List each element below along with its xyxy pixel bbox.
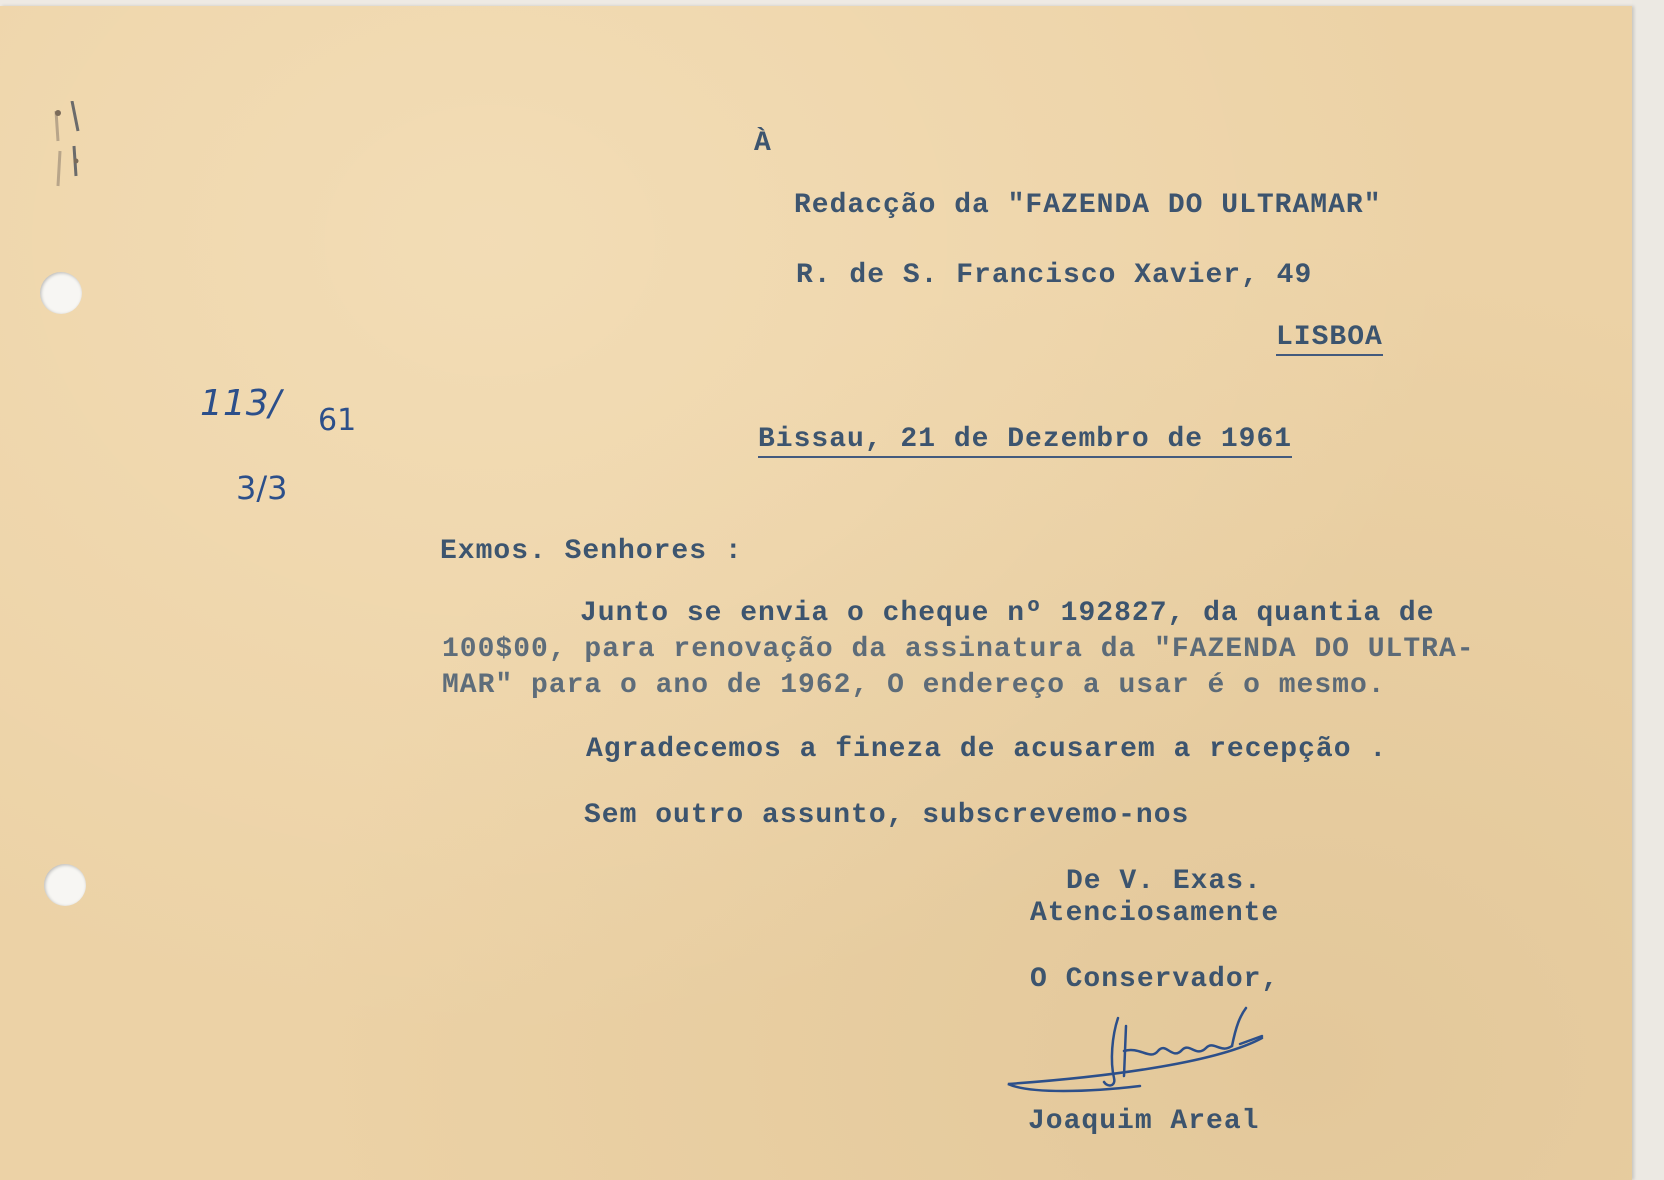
handwritten-signature-icon <box>1000 1006 1320 1116</box>
thanks-line: Agradecemos a fineza de acusarem a recepção . <box>586 734 1388 765</box>
body-line-1: Junto se envia o cheque nº 192827, da quantia de <box>580 598 1435 629</box>
letter-sheet <box>0 6 1632 1180</box>
page-indicator: 3/3 <box>236 469 288 507</box>
sign-off-1: De V. Exas. <box>1066 866 1262 897</box>
punch-hole-bottom <box>44 864 86 906</box>
signer-title: O Conservador, <box>1030 964 1280 995</box>
body-line-3: MAR" para o ano de 1962, O endereço a usar é o mesmo. <box>442 670 1386 701</box>
reference-number: 113/ <box>200 383 281 424</box>
sign-off-2: Atenciosamente <box>1030 898 1280 929</box>
date-line: Bissau, 21 de Dezembro de 1961 <box>758 426 1292 458</box>
greeting: Exmos. Senhores : <box>440 536 743 567</box>
closing-line: Sem outro assunto, subscrevemo-nos <box>584 800 1190 831</box>
recipient-prefix: À <box>754 128 772 159</box>
scanner-right-edge <box>1632 0 1664 1180</box>
reference-year: 61 <box>318 403 357 438</box>
recipient-city: LISBOA <box>1276 324 1383 356</box>
body-line-2: 100$00, para renovação da assinatura da "FAZENDA DO ULTRA- <box>442 634 1475 665</box>
punch-hole-top <box>40 272 82 314</box>
recipient-line-2: R. de S. Francisco Xavier, 49 <box>796 260 1313 291</box>
staple-marks-icon <box>50 101 90 221</box>
recipient-line-1: Redacção da "FAZENDA DO ULTRAMAR" <box>794 190 1382 221</box>
signer-name: Joaquim Areal <box>1028 1106 1260 1137</box>
